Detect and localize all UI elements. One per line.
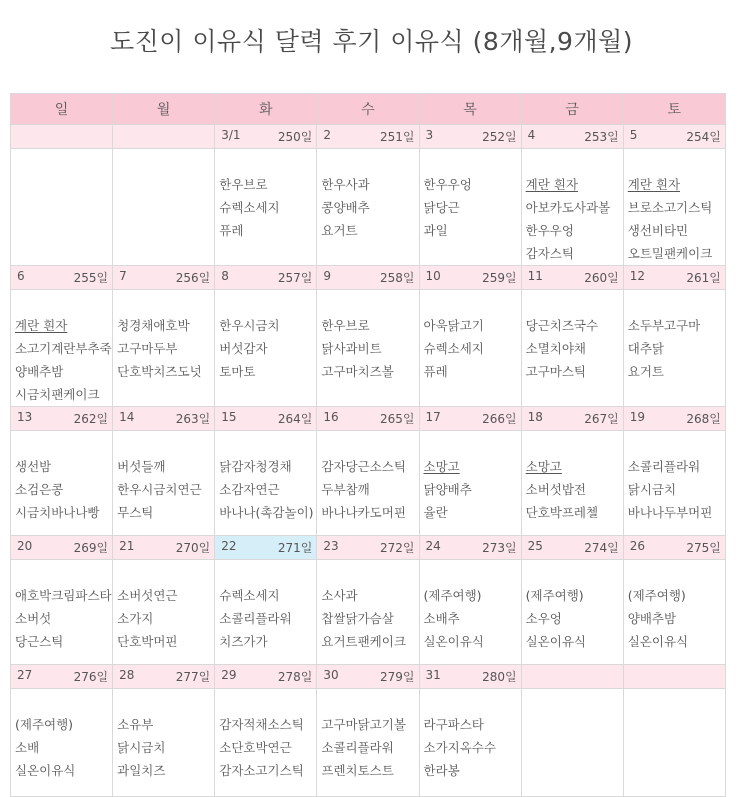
day-date: 6 [17,269,25,283]
meal-list [113,149,214,173]
day-date: 3 [425,128,434,142]
meal-item: 요거트 [627,364,664,379]
day-count: 252일 [482,130,517,144]
day-count: 263일 [175,412,211,426]
meal-item: 오트밀팬케이크 [627,246,713,261]
meal-item: 소감자연근 [219,482,280,497]
date-cell [419,407,521,431]
meal-list [317,560,418,653]
date-cell [215,407,317,431]
day-date: 28 [119,668,135,682]
meal-list [11,290,112,406]
meal-item: 당근스틱 [15,634,64,649]
date-cell [215,536,317,560]
meal-cell [419,689,521,797]
meal-list [317,149,418,242]
weekday-thu: 목 [419,94,521,125]
meal-cell [521,689,623,797]
day-count: 255일 [73,271,109,285]
date-cell [419,665,521,689]
meal-list [11,560,112,653]
meal-item: 소검은콩 [15,482,64,497]
meal-item: 과일 [423,223,448,238]
meal-item: 한라봉 [423,763,460,778]
meal-item: 실온이유식 [627,634,689,649]
meal-item: 닭사과비트 [321,341,382,356]
meal-cell [419,560,521,665]
meal-row [11,689,726,797]
meal-cell [623,290,725,407]
calendar-table [10,93,726,797]
meal-item: 소콜리플라워 [219,611,292,626]
meal-item: 소배추 [423,611,460,626]
meal-item: 계란 흰자 [525,177,578,192]
meal-item: 소멸치야채 [525,341,587,356]
meal-cell [113,149,215,266]
meal-item: 양배추밤 [15,364,64,379]
meal-list [522,560,623,653]
meal-item: 소우엉 [525,611,562,626]
meal-item: 한우사과 [321,177,370,192]
meal-list [113,431,214,524]
meal-list [420,149,521,242]
date-row [11,125,726,149]
meal-item: 시금치팬케이크 [15,387,100,402]
meal-item: 아욱닭고기 [423,318,484,333]
meal-cell [623,560,725,665]
meal-item: 소유부 [117,717,154,732]
meal-cell [521,560,623,665]
date-row [11,266,726,290]
date-cell [521,665,623,689]
day-count: 258일 [380,271,415,285]
meal-item: 고구마두부 [117,341,178,356]
meal-cell [419,149,521,266]
meal-item: 당근치즈국수 [525,318,599,333]
meal-item: 율란 [423,505,448,520]
meal-item: 계란 흰자 [15,318,68,333]
date-cell [317,407,419,431]
day-date: 20 [17,539,33,553]
meal-item: 브로소고기스틱 [627,200,713,215]
meal-item: 소망고 [525,459,562,474]
meal-list [215,560,316,653]
meal-cell [113,689,215,797]
date-cell [215,665,317,689]
meal-item: 소배 [15,740,40,755]
date-cell [623,665,725,689]
meal-item: 소가지옥수수 [423,740,496,755]
day-date: 27 [17,668,33,682]
day-date: 30 [323,668,339,682]
day-date: 25 [527,539,543,553]
day-count: 270일 [175,541,211,555]
meal-item: 찹쌀닭가슴살 [321,611,394,626]
day-count: 262일 [73,412,109,426]
date-cell [521,407,623,431]
date-row [11,665,726,689]
meal-item: 실온이유식 [525,634,587,649]
date-cell [215,266,317,290]
meal-item: 라구파스타 [423,717,484,732]
meal-item: 버섯감자 [219,341,268,356]
meal-item: 실온이유식 [423,634,484,649]
day-count: 273일 [482,541,517,555]
meal-cell [11,689,113,797]
day-count: 277일 [175,670,211,684]
meal-item: (제주여행) [627,588,686,603]
date-row [11,536,726,560]
meal-item: 소단호박연근 [219,740,292,755]
date-row [11,407,726,431]
day-date: 24 [425,539,441,553]
day-date: 29 [221,668,237,682]
meal-cell [113,290,215,407]
meal-item: 프렌치토스트 [321,763,394,778]
meal-item: 닭양배추 [423,482,472,497]
day-count: 257일 [277,271,313,285]
meal-cell [11,431,113,536]
day-count: 260일 [584,271,619,285]
meal-item: 콩양배추 [321,200,370,215]
meal-cell [113,560,215,665]
meal-item: 두부참깨 [321,482,370,497]
day-date: 3/1 [221,128,241,142]
date-cell [113,266,215,290]
meal-item: 퓨레 [219,223,244,238]
day-date: 23 [323,539,339,553]
meal-cell [521,431,623,536]
meal-list [11,689,112,782]
meal-list [113,560,214,653]
date-cell [623,536,725,560]
weekday-mon: 월 [113,94,215,125]
date-cell [623,266,725,290]
meal-cell [113,431,215,536]
meal-list [11,431,112,524]
meal-cell [317,560,419,665]
date-cell [11,407,113,431]
meal-cell [521,149,623,266]
meal-item: 소사과 [321,588,358,603]
date-cell [113,665,215,689]
day-count: 280일 [482,670,517,684]
day-date: 12 [629,269,646,283]
meal-cell [215,560,317,665]
day-count: 276일 [73,670,109,684]
day-date: 13 [17,410,33,424]
day-count: 275일 [686,541,721,555]
meal-cell [215,149,317,266]
date-cell [419,125,521,149]
meal-item: (제주여행) [423,588,482,603]
meal-list [420,431,521,524]
meal-row [11,149,726,266]
day-count: 271일 [277,541,313,555]
meal-item: 고구마치즈볼 [321,364,394,379]
day-date: 11 [527,269,543,283]
meal-item: 소콜리플라워 [321,740,394,755]
day-count: 268일 [686,412,721,426]
meal-item: 무스틱 [117,505,154,520]
meal-item: 소가지 [117,611,154,626]
day-date: 26 [629,539,646,553]
meal-item: 생선비타민 [627,223,689,238]
meal-row [11,290,726,407]
day-count: 264일 [277,412,313,426]
meal-item: 단호박치즈도넛 [117,364,202,379]
day-count: 250일 [277,130,313,144]
meal-item: 닭감자청경채 [219,459,292,474]
meal-cell [215,290,317,407]
date-cell [317,536,419,560]
meal-list [11,149,112,173]
day-count: 254일 [686,130,721,144]
meal-item: 실온이유식 [15,763,76,778]
meal-item: 슈렉소세지 [219,588,280,603]
day-count: 269일 [73,541,109,555]
day-date: 16 [323,410,339,424]
day-date: 4 [527,128,536,142]
date-cell [419,266,521,290]
date-cell [317,665,419,689]
meal-item: 소망고 [423,459,460,474]
meal-list [420,689,521,782]
meal-cell [317,290,419,407]
date-cell [113,407,215,431]
day-count: 259일 [482,271,517,285]
meal-item: 과일치즈 [117,763,166,778]
meal-cell [623,431,725,536]
meal-item: 소두부고구마 [627,318,701,333]
weekday-tue: 화 [215,94,317,125]
meal-cell [317,689,419,797]
date-cell [215,125,317,149]
day-count: 256일 [175,271,211,285]
page-title: 도진이 이유식 달력 후기 이유식 (8개월,9개월) [109,27,634,56]
meal-item: 슈렉소세지 [219,200,280,215]
meal-item: 감자적채소스틱 [219,717,304,732]
meal-item: (제주여행) [525,588,584,603]
day-date: 9 [323,269,332,283]
meal-item: 단호박프레첼 [525,505,599,520]
meal-item: 슈렉소세지 [423,341,484,356]
meal-item: 요거트 [321,223,358,238]
meal-row [11,560,726,665]
meal-item: 소버섯 [15,611,52,626]
meal-list [522,689,623,713]
day-count: 279일 [380,670,415,684]
day-date: 14 [119,410,135,424]
meal-item: 요거트팬케이크 [321,634,406,649]
meal-list [522,431,623,524]
meal-list [113,689,214,782]
meal-item: 고구마닭고기볼 [321,717,406,732]
meal-list [420,290,521,383]
meal-item: 닭시금치 [627,482,677,497]
meal-cell [623,689,725,797]
date-cell [11,665,113,689]
date-cell [11,536,113,560]
meal-list [624,290,725,383]
meal-item: 감자당근소스틱 [321,459,406,474]
meal-item: 한우시금치연근 [117,482,202,497]
day-date: 17 [425,410,441,424]
meal-list [215,149,316,242]
meal-item: 대추닭 [627,341,664,356]
meal-list [215,689,316,782]
weekday-fri: 금 [521,94,623,125]
date-cell [11,125,113,149]
day-date: 7 [119,269,127,283]
date-cell [623,125,725,149]
meal-item: 닭시금치 [117,740,166,755]
meal-list [624,431,725,524]
meal-item: 고구마스틱 [525,364,587,379]
meal-item: 소콜리플라워 [627,459,701,474]
weekday-header-row [11,94,726,125]
meal-item: 버섯들깨 [117,459,166,474]
day-count: 265일 [380,412,415,426]
meal-item: 바나나카도머핀 [321,505,406,520]
meal-item: (제주여행) [15,717,74,732]
meal-row [11,431,726,536]
meal-item: 감자소고기스틱 [219,763,304,778]
meal-list [317,290,418,383]
meal-item: 한우브로 [321,318,370,333]
day-count: 267일 [584,412,619,426]
meal-item: 아보카도사과볼 [525,200,611,215]
meal-item: 소고기계란부추죽 [15,341,112,356]
meal-cell [317,149,419,266]
meal-list [113,290,214,383]
day-date: 31 [425,668,441,682]
meal-item: 시금치바나나빵 [15,505,100,520]
day-date: 2 [323,128,332,142]
meal-cell [419,290,521,407]
day-date: 15 [221,410,237,424]
meal-item: 애호박크림파스타 [15,588,112,603]
meal-item: 계란 흰자 [627,177,681,192]
weekday-sat: 토 [623,94,725,125]
weekday-sun: 일 [11,94,113,125]
meal-list [215,290,316,383]
date-cell [317,125,419,149]
meal-cell [215,689,317,797]
meal-item: 소버섯연근 [117,588,178,603]
day-date: 5 [629,128,638,142]
meal-item: 한우브로 [219,177,268,192]
meal-list [317,431,418,524]
day-date: 19 [629,410,646,424]
meal-cell [521,290,623,407]
meal-list [522,149,623,265]
meal-item: 바나나(촉감놀이) [219,505,314,520]
day-date: 10 [425,269,441,283]
meal-list [624,689,725,713]
meal-item: 치즈가가 [219,634,268,649]
meal-cell [215,431,317,536]
meal-item: 한우우엉 [525,223,574,238]
meal-cell [317,431,419,536]
day-date: 18 [527,410,543,424]
date-cell [113,125,215,149]
date-cell [521,266,623,290]
date-cell [11,266,113,290]
meal-item: 한우시금치 [219,318,280,333]
meal-list [215,431,316,524]
meal-item: 단호박머핀 [117,634,178,649]
day-count: 274일 [584,541,619,555]
date-cell [623,407,725,431]
meal-item: 생선밤 [15,459,52,474]
day-date: 21 [119,539,135,553]
date-cell [317,266,419,290]
meal-item: 바나나두부머핀 [627,505,713,520]
meal-item: 양배추밤 [627,611,677,626]
meal-cell [11,560,113,665]
date-cell [521,125,623,149]
day-count: 272일 [380,541,415,555]
meal-item: 퓨레 [423,364,448,379]
date-cell [521,536,623,560]
date-cell [113,536,215,560]
meal-item: 감자스틱 [525,246,574,261]
day-count: 253일 [584,130,619,144]
day-date: 22 [221,539,237,553]
meal-cell [623,149,725,266]
meal-list [420,560,521,653]
meal-list [522,290,623,383]
day-count: 266일 [482,412,517,426]
meal-list [317,689,418,782]
day-count: 261일 [686,271,721,285]
meal-item: 소버섯밥전 [525,482,587,497]
meal-item: 청경채애호박 [117,318,190,333]
date-cell [419,536,521,560]
meal-cell [11,290,113,407]
meal-cell [11,149,113,266]
meal-list [624,149,725,265]
meal-item: 토마토 [219,364,256,379]
meal-cell [419,431,521,536]
day-count: 278일 [277,670,313,684]
weekday-wed: 수 [317,94,419,125]
meal-item: 한우우엉 [423,177,472,192]
meal-item: 닭당근 [423,200,460,215]
day-date: 8 [221,269,229,283]
day-count: 251일 [380,130,415,144]
meal-list [624,560,725,653]
